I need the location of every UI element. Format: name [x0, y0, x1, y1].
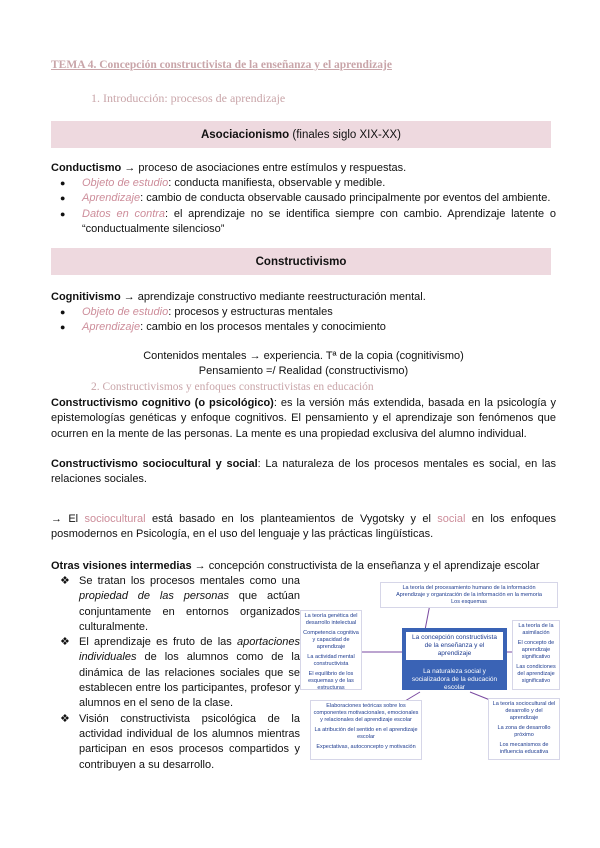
constructivismo-cognitivo-para [51, 396, 556, 442]
item-text: : cambio de conducta observable causado principalmente por eventos del ambiente. [140, 192, 551, 205]
cc-term: Constructivismo cognitivo (o psicológico) [51, 397, 274, 409]
item-text: El aprendizaje es fruto de las [79, 636, 237, 649]
item-text: que actúan conjuntamente en entornos organizados culturalmente. [79, 590, 300, 633]
box-line: La naturaleza social y socializadora de la educación escolar [411, 668, 498, 691]
section-1-heading: 1. Introducción: procesos de aprendizaje [91, 91, 286, 105]
list-item [51, 320, 556, 335]
item-label: Aprendizaje [82, 321, 141, 334]
box-line: La atribución del sentido en el aprendizaje escolar [314, 727, 418, 740]
box-line: La concepción constructivista de la enseñanza y el aprendizaje [406, 632, 503, 660]
box-line: La teoría genética del desarrollo intelectual [304, 613, 358, 626]
arrow-para [51, 512, 556, 543]
cs-text: : La naturaleza de los procesos mentales es social, en las relaciones sociales. [51, 458, 556, 486]
item-text: : conducta manifiesta, observable y medible. [168, 177, 386, 189]
otras-term: Otras visiones intermedias [51, 560, 192, 572]
sociocultural-word: sociocultural [84, 513, 146, 525]
item-italic: aportaciones individuales [79, 636, 300, 664]
list-item [51, 191, 556, 206]
list-item [60, 574, 300, 635]
conductismo-def: → proceso de asociaciones entre estímulos y respuestas. [121, 162, 407, 174]
item-label: Objeto de estudio [82, 306, 169, 318]
box-line: Las condiciones del aprendizaje significativo [516, 664, 556, 684]
diagram-box-center [402, 628, 507, 690]
box-line: Aprendizaje y organización de la información en la memoria [396, 592, 542, 598]
concept-diagram [300, 582, 560, 762]
item-label: Objeto de estudio [82, 177, 169, 189]
cognitivismo-list [51, 305, 556, 336]
diagram-box-bottom-right [488, 698, 560, 760]
diagram-box-bottom-left [310, 700, 422, 760]
diagram-box-left [300, 610, 362, 690]
social-word: social [437, 513, 466, 525]
conductismo-term: Conductismo [51, 162, 122, 174]
asociacionismo-period: (finales siglo XIX-XX) [289, 128, 402, 141]
constructivismo-social-para [51, 457, 556, 488]
item-text: Se tratan los procesos mentales como una [79, 575, 300, 587]
box-line: Los esquemas [451, 599, 487, 605]
item-text: : procesos y estructuras mentales [168, 306, 333, 318]
list-item [51, 176, 556, 191]
otras-text: → concepción constructivista de la enseñanza y el aprendizaje escolar [191, 560, 540, 572]
bullet-icon: ● [60, 178, 66, 188]
asociacionismo-band [51, 121, 551, 148]
arrow-text-2: está basado en los planteamientos de Vygotsky y el [145, 513, 438, 525]
item-text: : cambio en los procesos mentales y conocimiento [140, 321, 386, 334]
box-line: Los mecanismos de influencia educativa [499, 742, 549, 755]
item-text: Visión constructivista psicológica de la actividad individual de los alumnos mientras participan en esos procesos compartidos y contribuyen a su desarrollo. [79, 712, 300, 771]
item-italic: propiedad de las personas [79, 590, 229, 603]
diagram-box-top [380, 582, 558, 608]
list-item [51, 305, 556, 320]
diagram-box-right [512, 620, 560, 690]
box-line: Competencia cognitiva y capacidad de aprendizaje [303, 630, 359, 650]
cognitivismo-def: → aprendizaje constructivo mediante reestructuración mental. [120, 291, 426, 303]
bullet-icon: ● [60, 307, 66, 317]
cognitivismo-term: Cognitivismo [51, 291, 121, 303]
box-line: La teoría del procesamiento humano de la información [402, 585, 536, 591]
cc-text: : es la versión más extendida, basada en la psicología y epistemologías genéticas y enfoque cognitivos. El pensamiento y el aprendizaje son fenómenos que ocurren en la mente de las personas. La mente es una propiedad exclusiva del alumno individual. [51, 397, 556, 440]
center-line-1: Contenidos mentales → experiencia. Tª de la copia (cognitivismo) [143, 350, 464, 362]
arrow-text: → El [51, 513, 85, 525]
page-title: TEMA 4. Concepción constructivista de la enseñanza y el aprendizaje [51, 59, 392, 71]
section-2-heading: 2. Constructivismos y enfoques constructivistas en educación [91, 381, 374, 393]
box-line: El concepto de aprendizaje significativo [517, 640, 555, 660]
box-line: La actividad mental constructivista [307, 654, 355, 667]
asociacionismo-term: Asociacionismo [200, 128, 290, 141]
diamond-bullet-icon: ❖ [60, 636, 70, 649]
box-line: La teoría de la asimilación [518, 623, 554, 636]
cognitivismo-line [51, 290, 556, 305]
box-line: La zona de desarrollo próximo [497, 725, 551, 738]
arrow-text-3: en los enfoques posmodernos en Psicología, en el uso del lenguaje y las prácticas lingüísticas. [51, 513, 556, 541]
box-line: Expectativas, autoconcepto y motivación [316, 744, 416, 750]
item-label: Datos en contra [82, 207, 166, 220]
conductismo-list [51, 176, 556, 237]
item-label: Aprendizaje [82, 192, 141, 205]
list-item [60, 712, 300, 773]
diamond-bullet-icon: ❖ [60, 712, 70, 725]
box-line: La teoría sociocultural del desarrollo y del aprendizaje [492, 701, 556, 721]
cs-term: Constructivismo sociocultural y social [51, 458, 258, 470]
item-text: : el aprendizaje no se identifica siempre con cambio. Aprendizaje latente o “conductualmente silencioso” [82, 207, 557, 235]
conductismo-line [51, 161, 556, 176]
diamond-bullet-icon: ❖ [60, 575, 70, 587]
center-line-2: Pensamiento =/ Realidad (constructivismo) [198, 365, 409, 377]
item-text: de los alumnos como de la dinámica de las relaciones sociales que se establecen entre los participantes, profesor y alumnos en el seno de la clase. [79, 651, 300, 710]
constructivismo-band: Constructivismo [51, 248, 551, 275]
list-item [60, 635, 300, 711]
bullet-icon: ● [60, 322, 66, 333]
bullet-icon: ● [60, 208, 66, 219]
otras-line [51, 559, 556, 574]
list-item [51, 207, 556, 238]
box-line: Elaboraciones teóricas sobre los componentes motivacionales, emocionales y relacionales del aprendizaje escolar [313, 703, 419, 723]
otras-list [60, 574, 300, 773]
bullet-icon: ● [60, 193, 66, 204]
box-line: El equilibrio de los esquemas y de las estructuras [308, 671, 354, 691]
